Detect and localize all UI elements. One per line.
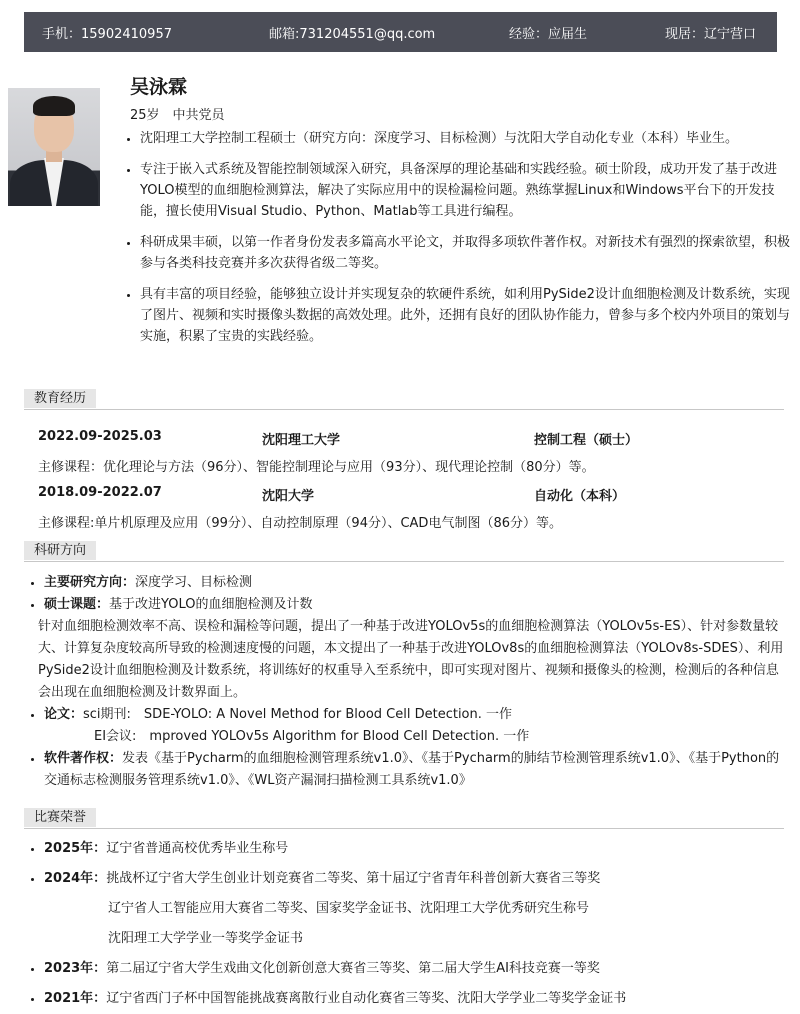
education-courses: 主修课程：优化理论与方法（96分）、智能控制理论与应用（93分）、现代理论控制（80分）等。 bbox=[38, 460, 595, 475]
education-major: 自动化（本科） bbox=[534, 489, 626, 504]
research-heading: 科研方向 bbox=[24, 541, 96, 560]
award-year-label: 2023年： bbox=[44, 961, 107, 976]
research-topic-value: 基于改进YOLO的血细胞检测及计数 bbox=[109, 597, 313, 612]
research-topic-label: 硕士课题： bbox=[44, 597, 110, 612]
contact-bar bbox=[24, 12, 777, 52]
awards-list bbox=[24, 834, 800, 1014]
education-major: 控制工程（硕士） bbox=[534, 433, 639, 448]
education-period: 2018.09-2022.07 bbox=[38, 485, 162, 500]
research-focus-value: 深度学习、目标检测 bbox=[135, 575, 253, 590]
research-paper-label: 论文： bbox=[44, 707, 84, 722]
award-year-2023 bbox=[44, 954, 800, 984]
research-paper-2: EI会议: mproved YOLOv5s Algorithm for Blood Cell Detection. 一作 bbox=[94, 729, 530, 744]
research-paper-1: sci期刊: SDE-YOLO: A Novel Method for Blood Cell Detection. 一作 bbox=[83, 707, 513, 722]
education-school: 沈阳大学 bbox=[262, 489, 315, 504]
research-section-header bbox=[24, 541, 784, 562]
award-line: 挑战杯辽宁省大学生创业计划竞赛省二等奖、第十届辽宁省青年科普创新大赛省三等奖 bbox=[106, 871, 601, 886]
research-papers bbox=[44, 704, 789, 748]
award-year-label: 2021年： bbox=[44, 991, 107, 1006]
intro-item: • 沈阳理工大学控制工程硕士（研究方向：深度学习、目标检测）与沈阳大学自动化专业（本科）毕业生。 bbox=[140, 128, 800, 149]
education-heading: 教育经历 bbox=[24, 389, 96, 408]
awards-section-header bbox=[24, 808, 784, 829]
email-text: 邮箱:731204551@qq.com bbox=[269, 27, 436, 42]
experience-text: 经验：应届生 bbox=[509, 27, 588, 42]
award-line: 辽宁省普通高校优秀毕业生称号 bbox=[106, 841, 289, 856]
residence-text: 现居：辽宁营口 bbox=[665, 27, 757, 42]
award-year-2025 bbox=[44, 834, 800, 864]
intro-item: • 专注于嵌入式系统及智能控制领域深入研究，具备深厚的理论基础和实践经验。硕士阶段，成功开发了基于改进YOLO模型的血细胞检测算法，解决了实际应用中的误检漏检问题。熟练掌握Linux和Windows平台下的开发技能，擅长使用Visual Studio、Python、Matlab等工具进行编程。 bbox=[140, 159, 800, 222]
education-section-header bbox=[24, 389, 784, 410]
research-software bbox=[44, 748, 789, 792]
award-line: 辽宁省西门子杯中国智能挑战赛离散行业自动化赛省三等奖、沈阳大学学业二等奖学金证书 bbox=[106, 991, 627, 1006]
candidate-name: 吴泳霖 bbox=[130, 76, 188, 98]
award-year-label: 2024年： bbox=[44, 871, 107, 886]
awards-heading: 比赛荣誉 bbox=[24, 808, 96, 827]
award-year-2024 bbox=[44, 864, 800, 954]
education-school: 沈阳理工大学 bbox=[262, 433, 341, 448]
candidate-age-party: 25岁 中共党员 bbox=[130, 108, 225, 123]
education-courses: 主修课程:单片机原理及应用（99分）、自动控制原理（94分）、CAD电气制图（86分）等。 bbox=[38, 516, 562, 531]
profile-photo bbox=[8, 88, 100, 206]
research-focus bbox=[44, 572, 789, 594]
phone-text: 手机：15902410957 bbox=[42, 27, 172, 42]
research-focus-label: 主要研究方向： bbox=[44, 575, 136, 590]
research-software-value: 发表《基于Pycharm的血细胞检测管理系统v1.0》、《基于Pycharm的肺结节检测管理系统v1.0》、《基于Python的交通标志检测服务管理系统v1.0》、《WL资产漏洞扫描检测工具系统v1.0》 bbox=[44, 751, 780, 788]
education-period: 2022.09-2025.03 bbox=[38, 429, 162, 444]
award-year-label: 2025年： bbox=[44, 841, 107, 856]
award-line: 第二届辽宁省大学生戏曲文化创新创意大赛省三等奖、第二届大学生AI科技竞赛一等奖 bbox=[106, 961, 600, 976]
research-list bbox=[24, 572, 789, 792]
research-topic-description: 针对血细胞检测效率不高、误检和漏检等问题，提出了一种基于改进YOLOv5s的血细胞检测算法（YOLOv5s-ES）、针对参数量较大、计算复杂度较高所导致的检测速度慢的问题，本文提出了一种基于改进YOLOv8s的血细胞检测算法（YOLOv8s-SDES）、利用PySide2设计血细胞检测及计数系统，将训练好的权重导入至系统中，即可实现对图片、视频和摄像头的检测，检测后的各种信息会出现在血细胞检测及计数界面上。 bbox=[38, 619, 784, 700]
intro-list bbox=[120, 128, 800, 357]
research-software-label: 软件著作权： bbox=[44, 751, 123, 766]
research-topic bbox=[38, 594, 789, 704]
award-line: 辽宁省人工智能应用大赛省二等奖、国家奖学金证书、沈阳理工大学优秀研究生称号 bbox=[108, 901, 590, 916]
intro-item: • 科研成果丰硕，以第一作者身份发表多篇高水平论文，并取得多项软件著作权。对新技术有强烈的探索欲望，积极参与各类科技竞赛并多次获得省级二等奖。 bbox=[140, 232, 800, 274]
award-year-2021 bbox=[44, 984, 800, 1014]
intro-item: • 具有丰富的项目经验，能够独立设计并实现复杂的软硬件系统，如利用PySide2设计血细胞检测及计数系统，实现了图片、视频和实时摄像头数据的高效处理。此外，还拥有良好的团队协作能力，曾参与多个校内外项目的策划与实施，积累了宝贵的实践经验。 bbox=[140, 284, 800, 347]
award-line: 沈阳理工大学学业一等奖学金证书 bbox=[108, 931, 304, 946]
